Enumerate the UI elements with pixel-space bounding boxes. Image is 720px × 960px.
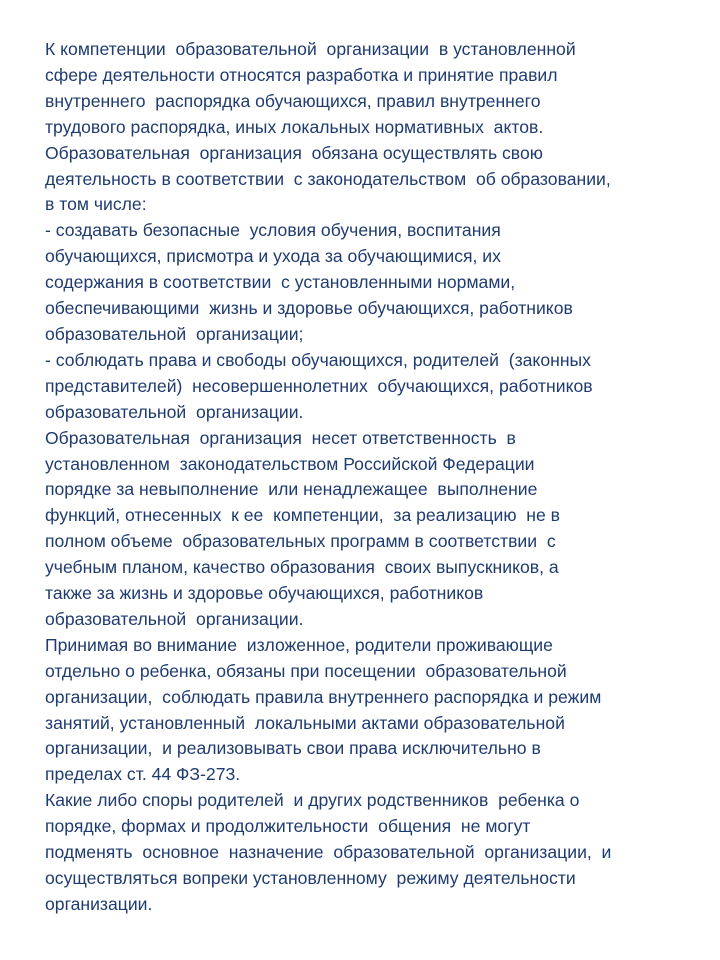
text-line: Какие либо споры родителей и других родственников ребенка о bbox=[45, 790, 580, 811]
text-line: обучающихся, присмотра и ухода за обучающимися, их bbox=[45, 246, 501, 267]
text-line: трудового распорядка, иных локальных нормативных актов. bbox=[45, 116, 544, 137]
text-line: занятий, установленный локальными актами образовательной bbox=[45, 712, 565, 733]
text-line: представителей) несовершеннолетних обучающихся, работников bbox=[45, 375, 593, 396]
text-line: сфере деятельности относятся разработка и принятие правил bbox=[45, 64, 558, 85]
text-line: функций, отнесенных к ее компетенции, за реализацию не в bbox=[45, 505, 561, 526]
text-line: К компетенции образовательной организации в установленной bbox=[45, 39, 576, 59]
text-line: образовательной организации. bbox=[45, 401, 304, 422]
text-line: - соблюдать права и свободы обучающихся, родителей (законных bbox=[45, 349, 591, 370]
text-line: отдельно о ребенка, обязаны при посещении образовательной bbox=[45, 660, 567, 681]
text-line: в том числе: bbox=[45, 194, 147, 215]
text-line: внутреннего распорядка обучающихся, правил внутреннего bbox=[45, 90, 541, 111]
text-line: пределах ст. 44 ФЗ-273. bbox=[45, 764, 241, 785]
text-line: подменять основное назначение образовательной организации, и bbox=[45, 842, 612, 863]
text-line: - создавать безопасные условия обучения, воспитания bbox=[45, 220, 501, 241]
text-line: организации. bbox=[45, 893, 153, 914]
text-line: учебным планом, качество образования своих выпускников, а bbox=[45, 557, 559, 578]
text-line: образовательной организации; bbox=[45, 323, 304, 344]
text-line: осуществляться вопреки установленному режиму деятельности bbox=[45, 868, 576, 888]
text-line: установленном законодательством Российской Федерации bbox=[45, 453, 535, 474]
text-line: содержания в соответствии с установленными нормами, bbox=[45, 272, 516, 293]
text-line: деятельность в соответствии с законодательством об образовании, bbox=[45, 168, 611, 189]
text-line: также за жизнь и здоровье обучающихся, работников bbox=[45, 583, 484, 604]
text-line: образовательной организации. bbox=[45, 608, 304, 629]
document-body bbox=[45, 37, 685, 937]
text-line: организации, соблюдать правила внутреннего распорядка и режим bbox=[45, 686, 602, 707]
text-line: порядке, формах и продолжительности общения не могут bbox=[45, 816, 531, 837]
text-line: полном объеме образовательных программ в соответствии с bbox=[45, 531, 556, 552]
text-line: Образовательная организация обязана осуществлять свою bbox=[45, 142, 543, 163]
text-line: организации, и реализовывать свои права исключительно в bbox=[45, 738, 541, 759]
text-line: Принимая во внимание изложенное, родители проживающие bbox=[45, 634, 553, 655]
text-line: порядке за невыполнение или ненадлежащее выполнение bbox=[45, 479, 538, 500]
text-line: обеспечивающими жизнь и здоровье обучающихся, работников bbox=[45, 298, 573, 319]
text-line: Образовательная организация несет ответственность в bbox=[45, 427, 516, 448]
